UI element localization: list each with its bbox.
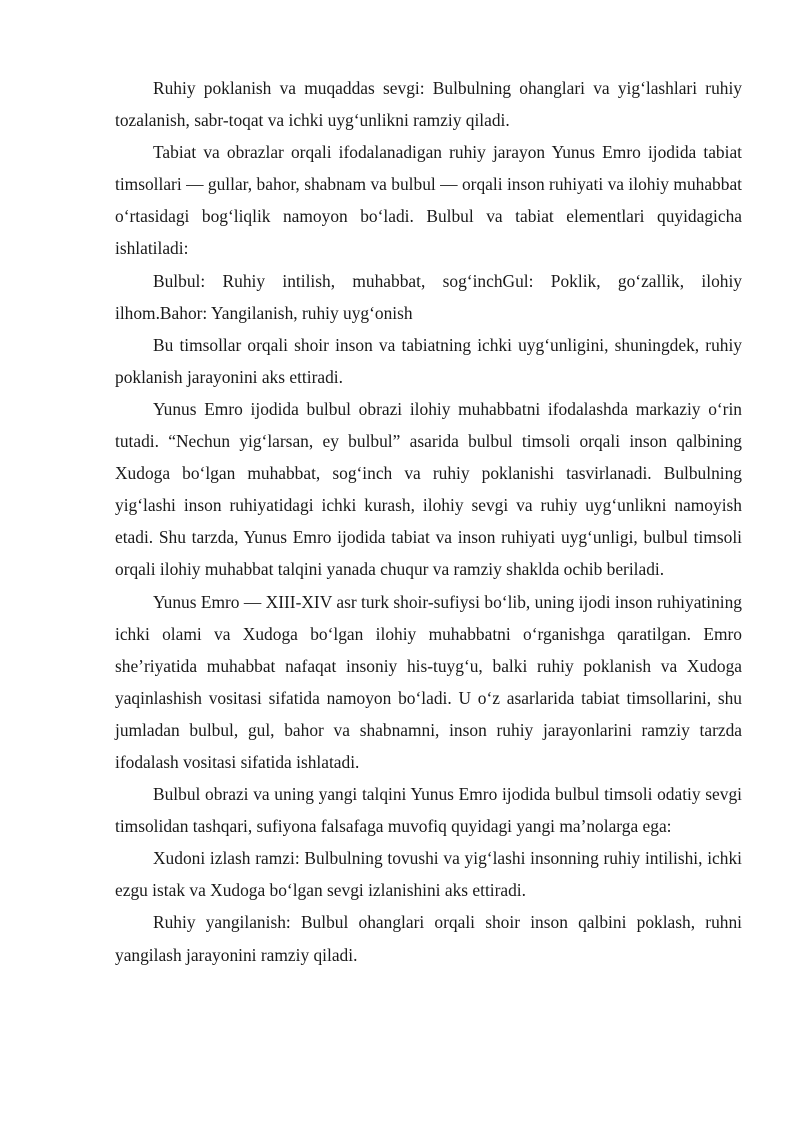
paragraph-5: Yunus Emro ijodida bulbul obrazi ilohiy muhabbatni ifodalashda markaziy o‘rin tutadi. “Nechun yig‘larsan, ey bulbul” asarida bulbul timsoli orqali inson qalbining Xudoga bo‘lgan muhabbat, sog‘inch va ruhiy poklanishi tasvirlanadi. Bulbulning yig‘lashi inson ruhiyatidagi ichki kurash, ilohiy sevgi va ruhiy uyg‘unlikni namoyish etadi. Shu tarzda, Yunus Emro ijodida tabiat va inson ruhiyati uyg‘unligi, bulbul timsoli orqali ilohiy muhabbat talqini yanada chuqur va ramziy shaklda ochib beriladi.	[115, 398, 742, 580]
paragraph-4: Bu timsollar orqali shoir inson va tabiatning ichki uyg‘unligini, shuningdek, ruhiy poklanish jarayonini aks ettiradi.	[115, 334, 742, 387]
document-page	[115, 72, 742, 971]
paragraph-6: Yunus Emro — XIII-XIV asr turk shoir-sufiysi bo‘lib, uning ijodi inson ruhiyatining ichki olami va Xudoga bo‘lgan ilohiy muhabbatni o‘rganishga qaratilgan. Emro she’riyatida muhabbat nafaqat insoniy his-tuyg‘u, balki ruhiy poklanish va Xudoga yaqinlashish vositasi sifatida namoyon bo‘ladi. U o‘z asarlarida tabiat timsollarini, shu jumladan bulbul, gul, bahor va shabnamni, inson ruhiy jarayonlarini ramziy tarzda ifodalash vositasi sifatida ishlatadi.	[115, 591, 742, 772]
paragraph-7: Bulbul obrazi va uning yangi talqini Yunus Emro ijodida bulbul timsoli odatiy sevgi timsolidan tashqari, sufiyona falsafaga muvofiq quyidagi yangi ma’nolarga ega:	[115, 784, 742, 837]
paragraph-3: Bulbul: Ruhiy intilish, muhabbat, sog‘inchGul: Poklik, go‘zallik, ilohiy ilhom.Bahor: Yangilanish, ruhiy uyg‘onish	[115, 270, 742, 323]
paragraph-9: Ruhiy yangilanish: Bulbul ohanglari orqali shoir inson qalbini poklash, ruhni yangilash jarayonini ramziy qiladi.	[115, 912, 742, 965]
paragraph-1: Ruhiy poklanish va muqaddas sevgi: Bulbulning ohanglari va yig‘lashlari ruhiy tozalanish, sabr-toqat va ichki uyg‘unlikni ramziy qiladi.	[115, 78, 742, 131]
paragraph-8: Xudoni izlash ramzi: Bulbulning tovushi va yig‘lashi insonning ruhiy intilishi, ichki ezgu istak va Xudoga bo‘lgan sevgi izlanishini aks ettiradi.	[115, 848, 742, 901]
paragraph-2: Tabiat va obrazlar orqali ifodalanadigan ruhiy jarayon Yunus Emro ijodida tabiat timsollari — gullar, bahor, shabnam va bulbul — orqali inson ruhiyati va ilohiy muhabbat o‘rtasidagi bog‘liqlik namoyon bo‘ladi. Bulbul va tabiat elementlari quyidagicha ishlatiladi:	[115, 142, 742, 259]
